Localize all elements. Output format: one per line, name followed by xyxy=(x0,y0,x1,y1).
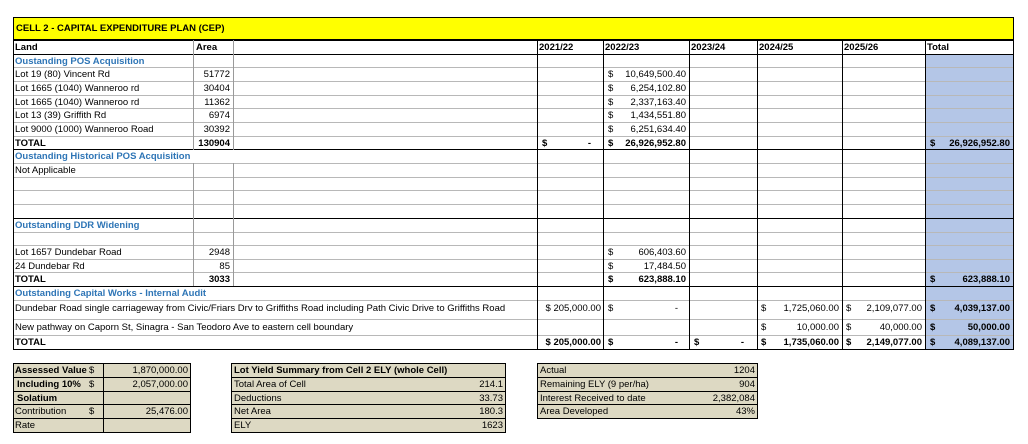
currency-symbol: $ xyxy=(608,138,614,149)
land-cell: New pathway on Caporn St, Sinagra - San Teodoro Ave to eastern cell boundary xyxy=(15,322,354,333)
amount-2025-26: 40,000.00 xyxy=(879,322,922,333)
total-label: TOTAL xyxy=(15,274,46,285)
land-cell: Lot 9000 (1000) Wanneroo Road xyxy=(15,124,154,135)
rate-label: Rate xyxy=(15,420,36,431)
header-2024-25: 2024/25 xyxy=(759,42,794,53)
currency-symbol: $ xyxy=(930,274,936,285)
amount-2022-23: 1,434,551.80 xyxy=(630,110,686,121)
currency-symbol: $ xyxy=(761,322,767,333)
header-area: Area xyxy=(196,42,218,53)
area-cell: 11362 xyxy=(204,97,230,108)
hist-heading: Oustanding Historical POS Acquisition xyxy=(15,151,191,162)
amount-2022-23: - xyxy=(674,337,678,348)
contribution-label: Contribution xyxy=(15,406,67,417)
currency-symbol: $ xyxy=(89,365,95,376)
currency-symbol: $ xyxy=(608,337,614,348)
header-2025-26: 2025/26 xyxy=(844,42,879,53)
amount-2024-25: 10,000.00 xyxy=(796,322,839,333)
actual-value: 904 xyxy=(739,379,755,390)
amount-total: 50,000.00 xyxy=(967,322,1010,333)
currency-symbol: $ xyxy=(608,69,614,80)
yield-value: 33.73 xyxy=(479,393,503,404)
pos-heading: Oustanding POS Acquisition xyxy=(15,56,145,67)
actual-value: 2,382,084 xyxy=(712,393,755,404)
amount-2023-24: - xyxy=(740,337,744,348)
area-total: 3033 xyxy=(208,274,230,285)
ddr-heading: Outstanding DDR Widening xyxy=(15,220,140,231)
yield-title: Lot Yield Summary from Cell 2 ELY (whole Cell) xyxy=(234,365,448,376)
amount-2022-23: 6,254,102.80 xyxy=(630,83,686,94)
currency-symbol: $ xyxy=(846,322,852,333)
land-cell: 24 Dundebar Rd xyxy=(15,261,85,272)
amount-2022-23: 26,926,952.80 xyxy=(625,138,686,149)
area-total: 130904 xyxy=(198,138,230,149)
actual-value: 43% xyxy=(735,406,755,417)
amount-2022-23: 17,484.50 xyxy=(643,261,686,272)
currency-symbol: $ xyxy=(608,83,614,94)
land-cell: Lot 1665 (1040) Wanneroo rd xyxy=(15,97,140,108)
yield-label: ELY xyxy=(234,420,252,431)
amount-2022-23: - xyxy=(674,303,678,314)
actual-label: Remaining ELY (9 per/ha) xyxy=(540,379,649,390)
area-cell: 2948 xyxy=(208,247,230,258)
header-2022-23: 2022/23 xyxy=(605,42,640,53)
actual-label: Actual xyxy=(540,365,567,376)
sheet-title: CELL 2 - CAPITAL EXPENDITURE PLAN (CEP) xyxy=(16,23,225,34)
solatium-label: Solatium xyxy=(17,393,58,404)
actual-label: Area Developed xyxy=(540,406,609,417)
amount-2022-23: 606,403.60 xyxy=(638,247,686,258)
yield-value: 214.1 xyxy=(479,379,503,390)
land-cell: Lot 13 (39) Griffith Rd xyxy=(15,110,107,121)
currency-symbol: $ xyxy=(608,247,614,258)
total-label: TOTAL xyxy=(15,138,46,149)
hist-note: Not Applicable xyxy=(15,165,76,176)
land-cell: Dundebar Road single carriageway from Civic/Friars Drv to Griffiths Road including Path Civic Drive to Griffiths Road xyxy=(15,303,506,314)
contribution-value: 25,476.00 xyxy=(145,406,188,417)
currency-symbol: $ xyxy=(608,274,614,285)
currency-symbol: $ xyxy=(930,322,936,333)
currency-symbol: $ xyxy=(930,138,936,149)
area-cell: 30392 xyxy=(203,124,230,135)
amount-2024-25: 1,735,060.00 xyxy=(783,337,839,348)
header-2023-24: 2023/24 xyxy=(691,42,726,53)
currency-symbol: $ xyxy=(608,110,614,121)
amount-2022-23: 6,251,634.40 xyxy=(630,124,686,135)
yield-label: Deductions xyxy=(234,393,282,404)
works-heading: Outstanding Capital Works - Internal Audit xyxy=(15,288,207,299)
amount-2022-23: 623,888.10 xyxy=(638,274,686,285)
amount-total: 4,089,137.00 xyxy=(954,337,1010,348)
amount-total: 4,039,137.00 xyxy=(954,303,1010,314)
currency-symbol: $ xyxy=(608,97,614,108)
amount-total: 26,926,952.80 xyxy=(949,138,1010,149)
currency-symbol: $ xyxy=(89,406,95,417)
yield-label: Total Area of Cell xyxy=(234,379,306,390)
amount-2025-26: 2,149,077.00 xyxy=(866,337,922,348)
amount-2021-22: $ 205,000.00 xyxy=(545,303,601,314)
amount-2021-22: $ 205,000.00 xyxy=(545,337,601,348)
currency-symbol: $ xyxy=(761,337,767,348)
area-cell: 51772 xyxy=(203,69,230,80)
currency-symbol: $ xyxy=(846,303,852,314)
currency-symbol: $ xyxy=(608,303,614,314)
assessed-value-label: Assessed Value xyxy=(15,365,87,376)
area-cell: 6974 xyxy=(208,110,230,121)
including-label: Including 10% xyxy=(17,379,81,390)
amount-2022-23: 2,337,163.40 xyxy=(630,97,686,108)
land-cell: Lot 19 (80) Vincent Rd xyxy=(15,69,110,80)
including-value: 2,057,000.00 xyxy=(132,379,188,390)
actual-value: 1204 xyxy=(733,365,755,376)
area-cell: 30404 xyxy=(203,83,230,94)
amount-2024-25: 1,725,060.00 xyxy=(783,303,839,314)
amount-2022-23: 10,649,500.40 xyxy=(625,69,686,80)
currency-symbol: $ xyxy=(846,337,852,348)
amount-2025-26: 2,109,077.00 xyxy=(866,303,922,314)
header-land: Land xyxy=(15,42,38,53)
currency-symbol: $ xyxy=(542,138,548,149)
land-cell: Lot 1665 (1040) Wanneroo rd xyxy=(15,83,140,94)
currency-symbol: $ xyxy=(608,261,614,272)
currency-symbol: $ xyxy=(89,379,95,390)
currency-symbol: $ xyxy=(930,337,936,348)
actual-label: Interest Received to date xyxy=(540,393,646,404)
currency-symbol: $ xyxy=(608,124,614,135)
area-cell: 85 xyxy=(219,261,230,272)
yield-value: 180.3 xyxy=(479,406,503,417)
land-cell: Lot 1657 Dundebar Road xyxy=(15,247,122,258)
header-2021-22: 2021/22 xyxy=(539,42,574,53)
currency-symbol: $ xyxy=(694,337,700,348)
assessed-value: 1,870,000.00 xyxy=(132,365,188,376)
currency-symbol: $ xyxy=(930,303,936,314)
currency-symbol: $ xyxy=(761,303,767,314)
total-label: TOTAL xyxy=(15,337,46,348)
amount-total: 623,888.10 xyxy=(962,274,1010,285)
yield-value: 1623 xyxy=(481,420,503,431)
header-total: Total xyxy=(927,42,949,53)
yield-label: Net Area xyxy=(234,406,271,417)
amount-2021-22: - xyxy=(587,138,591,149)
